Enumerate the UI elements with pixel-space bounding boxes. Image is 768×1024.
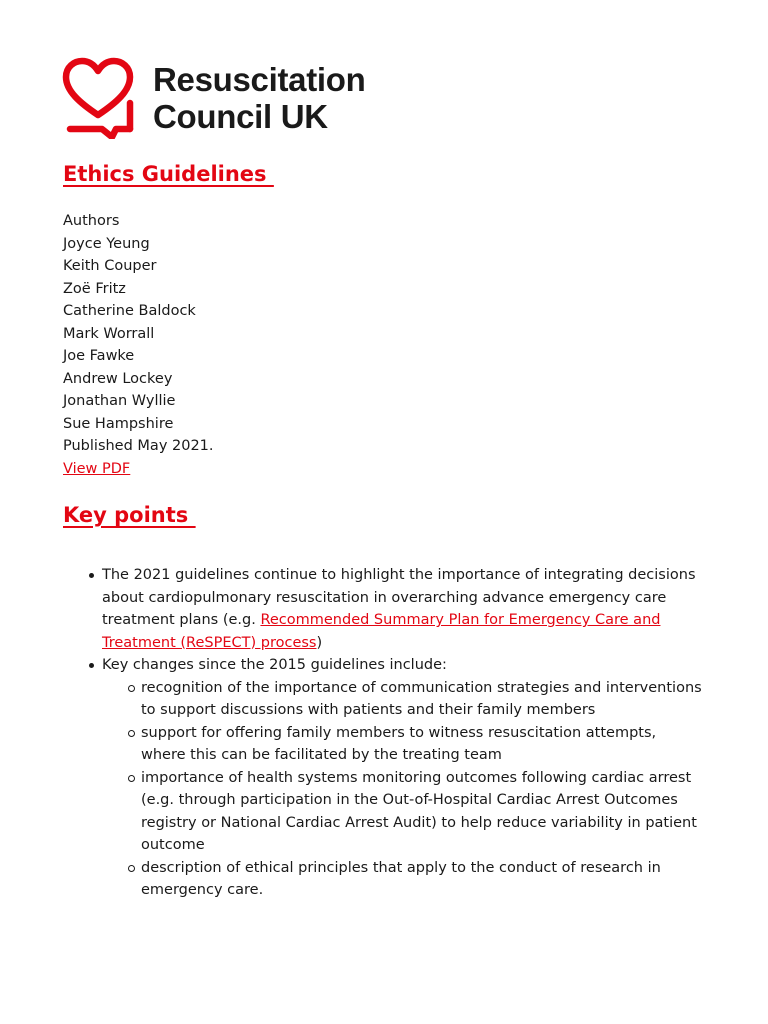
author: Mark Worrall xyxy=(63,325,155,342)
author: Sue Hampshire xyxy=(63,415,174,432)
author: Jonathan Wyllie xyxy=(63,393,176,409)
article-meta xyxy=(63,210,214,480)
key-points-title[interactable]: Key points xyxy=(63,503,196,527)
heart-speech-icon xyxy=(62,57,134,139)
key-changes-list xyxy=(102,677,702,902)
point-1-text: The 2021 guidelines continue to highlight the importance of integrating decisions about cardiopulmonary resuscitation in overarching advance emergency care treatment plans (e.g. xyxy=(102,567,696,628)
sub-list-item: importance of health systems monitoring outcomes following cardiac arrest (e.g. through participation in the Out-of-Hospital Cardiac Arrest Outcomes registry or National Cardiac Arrest Audit) to help reduce variability in patient outcome xyxy=(141,767,702,857)
key-points-list xyxy=(102,564,702,902)
brand-line-1: Resuscitation xyxy=(153,61,366,98)
sub-list-item: description of ethical principles that apply to the conduct of research in emergency care. xyxy=(141,857,702,902)
author: Joyce Yeung xyxy=(63,235,150,252)
author: Joe Fawke xyxy=(63,348,135,364)
brand-line-2: Council UK xyxy=(153,98,328,135)
respect-process-link[interactable]: Recommended Summary Plan for Emergency Care and Treatment (ReSPECT) process xyxy=(102,612,661,651)
sub-list-item: recognition of the importance of communication strategies and interventions to support discussions with patients and their family members xyxy=(141,677,702,722)
list-item xyxy=(102,564,702,654)
published-date: Published May 2021. xyxy=(63,438,214,454)
author: Andrew Lockey xyxy=(63,370,173,387)
list-item xyxy=(102,654,702,902)
point-2-text: Key changes since the 2015 guidelines include: xyxy=(102,657,447,673)
author: Catherine Baldock xyxy=(63,303,196,319)
sub-list-item: support for offering family members to witness resuscitation attempts, where this can be facilitated by the treating team xyxy=(141,722,702,767)
author: Zoë Fritz xyxy=(63,280,126,297)
ethics-title[interactable]: Ethics Guidelines xyxy=(63,162,274,186)
point-1-end: ) xyxy=(316,634,323,651)
authors-label: Authors xyxy=(63,213,120,229)
view-pdf-link[interactable]: View PDF xyxy=(63,460,131,477)
brand-logo xyxy=(62,57,366,139)
author: Keith Couper xyxy=(63,258,157,274)
